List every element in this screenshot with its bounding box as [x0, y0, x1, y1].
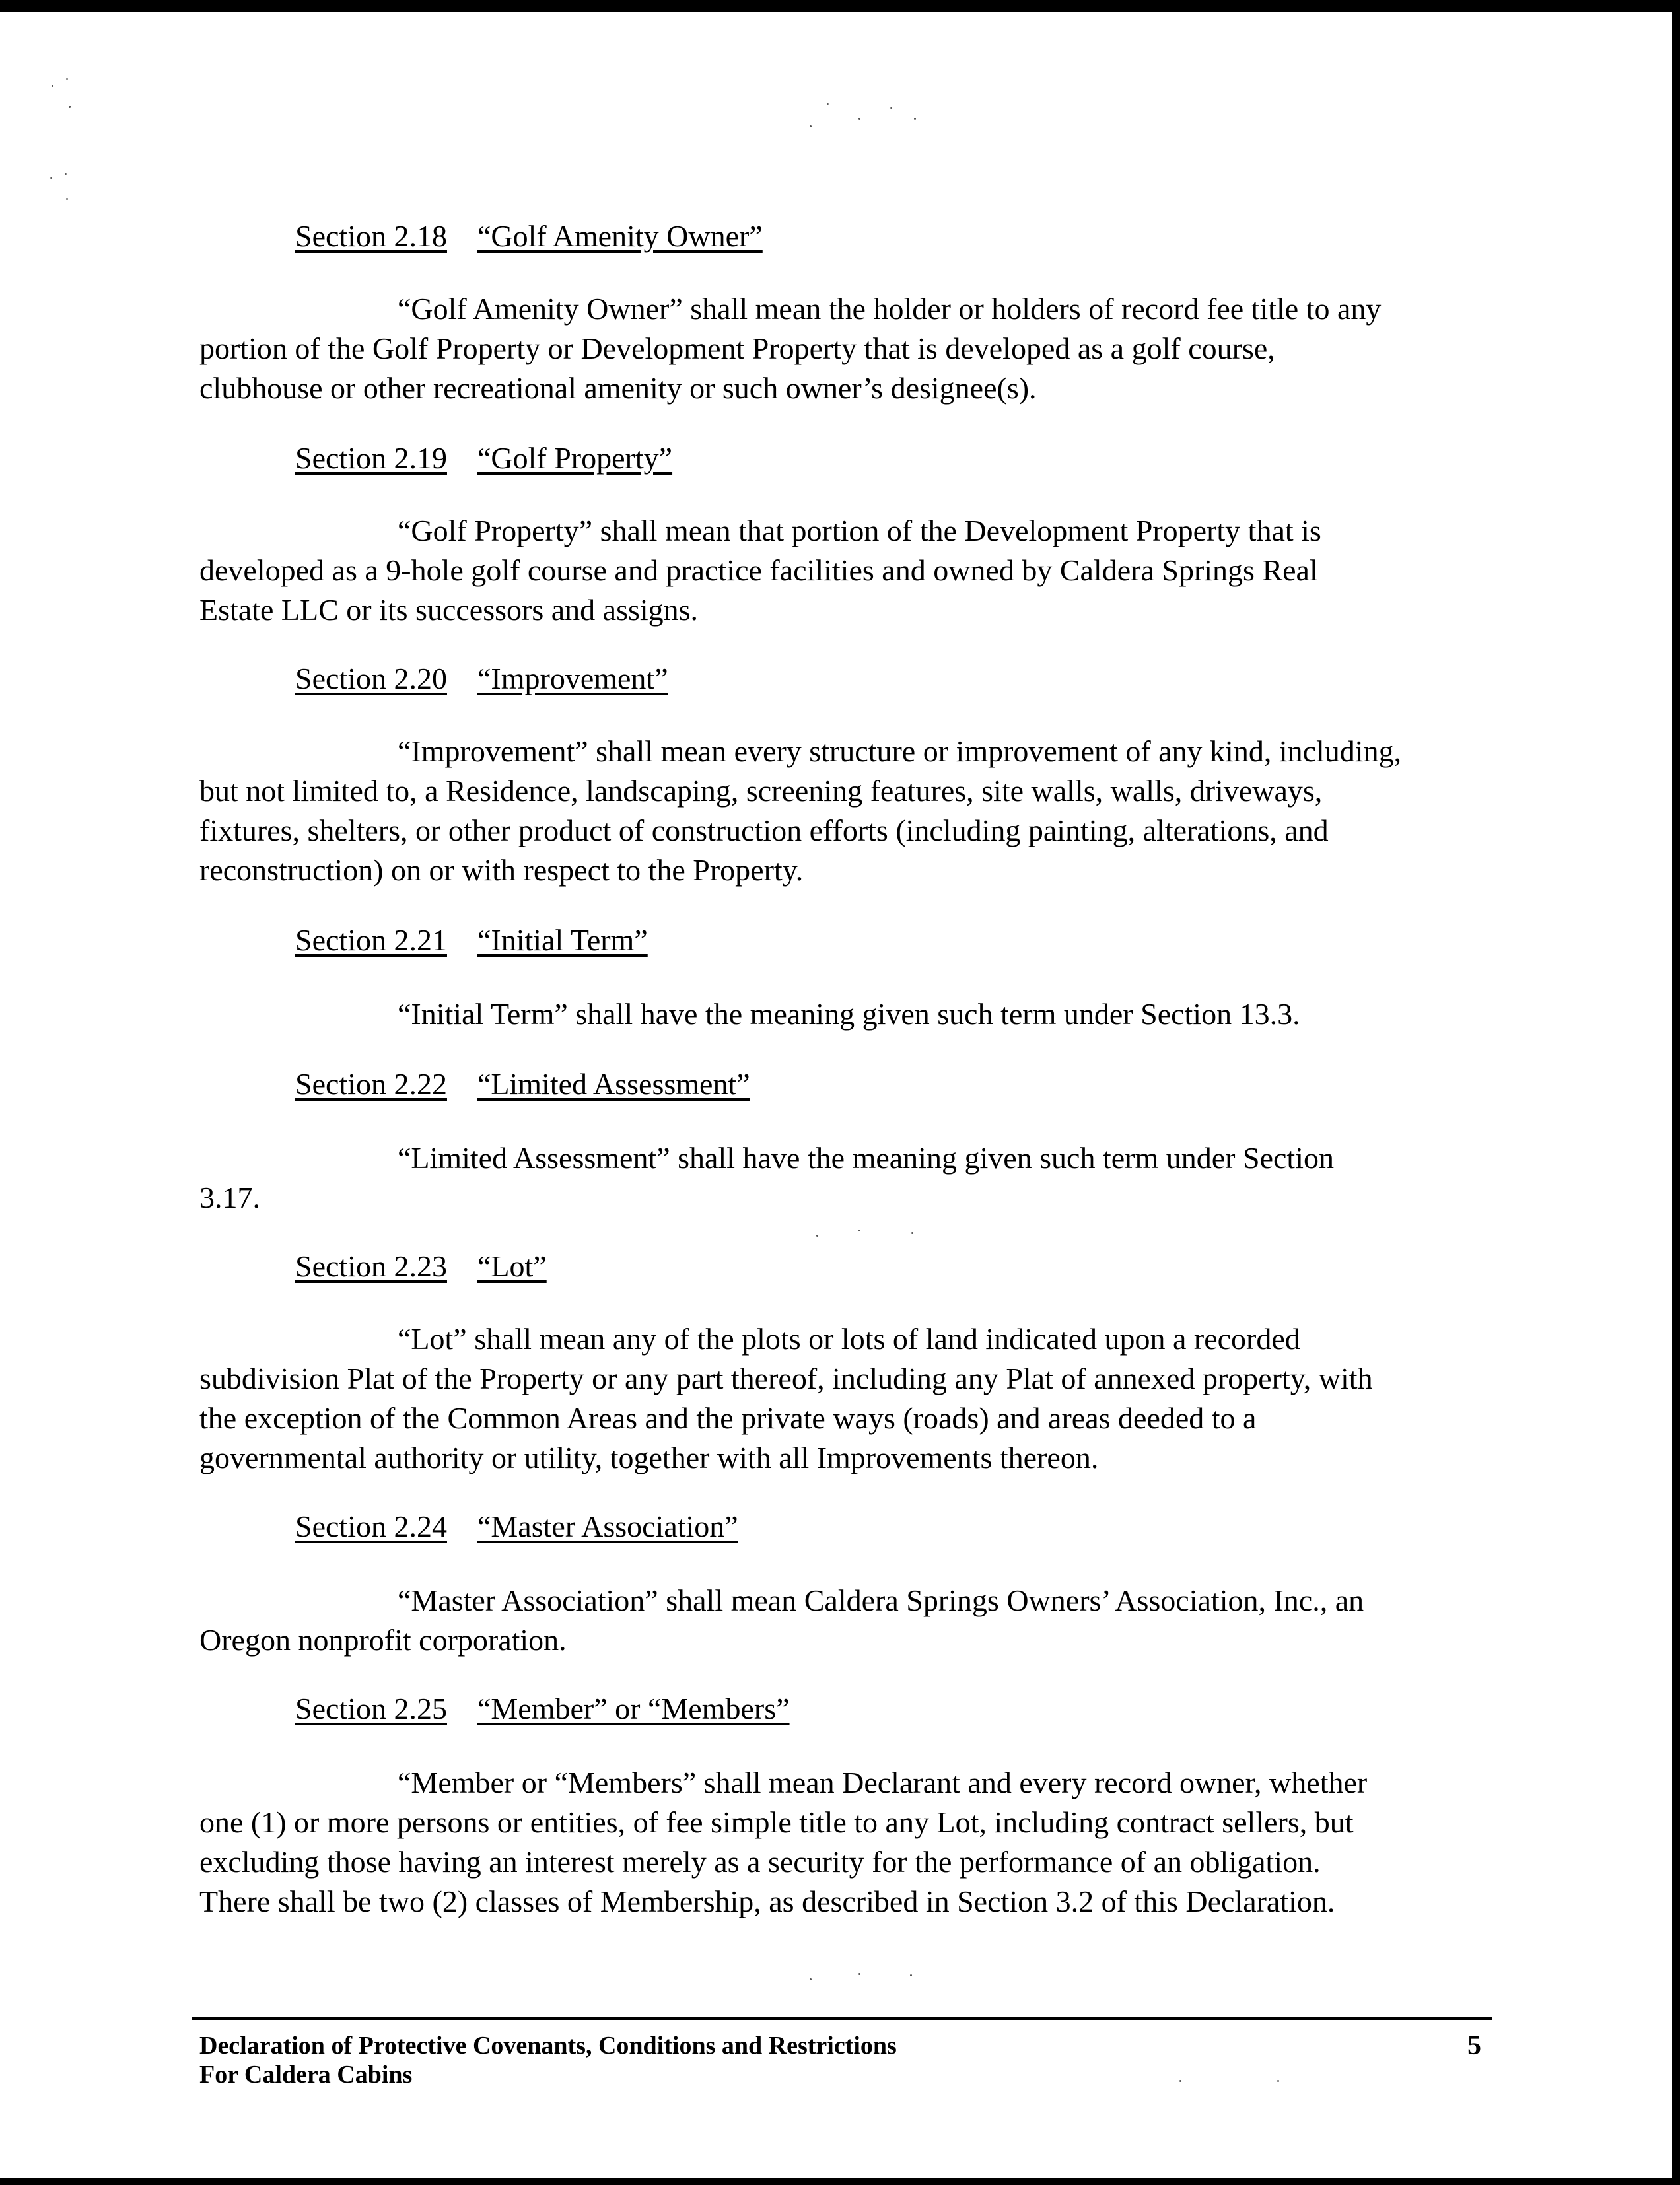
section-term: “Limited Assessment” — [477, 1067, 750, 1101]
section-number: Section 2.18 — [295, 219, 447, 253]
section-heading — [295, 922, 648, 959]
section-term: “Improvement” — [477, 662, 668, 695]
section-heading — [295, 660, 668, 697]
scan-speck — [50, 177, 52, 179]
scan-speck — [66, 198, 68, 200]
paragraph-line: “Golf Property” shall mean that portion of the Development Property that is — [398, 514, 1321, 547]
scan-speck — [1179, 2080, 1181, 2082]
section-term: “Golf Property” — [477, 441, 673, 475]
paragraph-line: developed as a 9-hole golf course and practice facilities and owned by Caldera Springs Real — [199, 553, 1318, 587]
section-number: Section 2.23 — [295, 1249, 447, 1283]
section-heading — [295, 1248, 547, 1285]
paragraph-line: Estate LLC or its successors and assigns. — [199, 593, 699, 627]
section-heading — [295, 1508, 738, 1545]
paragraph-line: reconstruction) on or with respect to the Property. — [199, 853, 804, 887]
scan-speck — [858, 1973, 860, 1975]
section-number: Section 2.22 — [295, 1067, 447, 1101]
paragraph-line: governmental authority or utility, together with all Improvements thereon. — [199, 1441, 1099, 1474]
paragraph-line: fixtures, shelters, or other product of construction efforts (including painting, alterations, and — [199, 814, 1329, 847]
footer-line: For Caldera Cabins — [199, 2061, 413, 2089]
scan-speck — [52, 85, 53, 87]
footer-title — [199, 2031, 897, 2089]
page-number: 5 — [1467, 2030, 1481, 2061]
paragraph-line: “Initial Term” shall have the meaning given such term under Section 13.3. — [398, 997, 1300, 1031]
paragraph-line: subdivision Plat of the Property or any part thereof, including any Plat of annexed property, with — [199, 1362, 1373, 1395]
paragraph-line: “Golf Amenity Owner” shall mean the holder or holders of record fee title to any — [398, 292, 1382, 326]
scan-speck — [65, 173, 67, 175]
scan-speck — [858, 1230, 860, 1231]
scan-speck — [810, 1978, 812, 1980]
section-number: Section 2.25 — [295, 1692, 447, 1725]
section-number: Section 2.19 — [295, 441, 447, 475]
section-term: “Golf Amenity Owner” — [477, 219, 763, 253]
section-number: Section 2.21 — [295, 923, 447, 957]
paragraph-line: the exception of the Common Areas and the private ways (roads) and areas deeded to a — [199, 1401, 1257, 1435]
paragraph-line: one (1) or more persons or entities, of fee simple title to any Lot, including contract sellers, but — [199, 1805, 1354, 1839]
footer-line: Declaration of Protective Covenants, Conditions and Restrictions — [199, 2032, 897, 2060]
paragraph-line: “Limited Assessment” shall have the meaning given such term under Section — [398, 1141, 1334, 1175]
section-body — [199, 1763, 1494, 1922]
section-body — [199, 994, 1494, 1034]
paragraph-line: “Master Association” shall mean Caldera Springs Owners’ Association, Inc., an — [398, 1583, 1364, 1617]
paragraph-line: “Member or “Members” shall mean Declarant and every record owner, whether — [398, 1766, 1368, 1799]
section-term: “Lot” — [477, 1249, 547, 1283]
paragraph-line: “Lot” shall mean any of the plots or lots of land indicated upon a recorded — [398, 1322, 1300, 1356]
section-body — [199, 289, 1494, 408]
scan-speck — [890, 107, 892, 109]
section-body — [199, 511, 1494, 630]
scan-speck — [911, 1232, 913, 1234]
scan-speck — [827, 103, 829, 105]
section-number: Section 2.20 — [295, 662, 447, 695]
footer-rule — [192, 2017, 1492, 2020]
section-body — [199, 1581, 1494, 1660]
scan-speck — [66, 78, 68, 80]
scan-speck — [816, 1235, 818, 1237]
paragraph-line: excluding those having an interest merely as a security for the performance of an obligation. — [199, 1845, 1321, 1879]
paragraph-line: portion of the Golf Property or Development Property that is developed as a golf course, — [199, 331, 1275, 365]
scan-speck — [910, 1974, 912, 1976]
section-heading — [295, 440, 672, 477]
section-heading — [295, 1690, 790, 1727]
section-body — [199, 1319, 1494, 1478]
paragraph-line: but not limited to, a Residence, landscaping, screening features, site walls, walls, driveways, — [199, 774, 1323, 808]
section-number: Section 2.24 — [295, 1509, 447, 1543]
paragraph-line: There shall be two (2) classes of Membership, as described in Section 3.2 of this Declaration. — [199, 1885, 1335, 1918]
section-heading — [295, 1066, 750, 1103]
scan-speck — [1277, 2080, 1279, 2082]
section-body — [199, 1138, 1494, 1218]
scan-speck — [858, 118, 860, 120]
paragraph-line: Oregon nonprofit corporation. — [199, 1623, 567, 1657]
paragraph-line: clubhouse or other recreational amenity or such owner’s designee(s). — [199, 371, 1037, 405]
scan-speck — [914, 118, 916, 120]
scan-speck — [810, 125, 812, 127]
scan-speck — [69, 106, 71, 108]
section-heading — [295, 218, 763, 255]
paragraph-line: “Improvement” shall mean every structure or improvement of any kind, including, — [398, 734, 1402, 768]
section-term: “Initial Term” — [477, 923, 648, 957]
section-term: “Master Association” — [477, 1509, 738, 1543]
section-body — [199, 732, 1494, 890]
section-term: “Member” or “Members” — [477, 1692, 790, 1725]
paragraph-line: 3.17. — [199, 1181, 260, 1214]
